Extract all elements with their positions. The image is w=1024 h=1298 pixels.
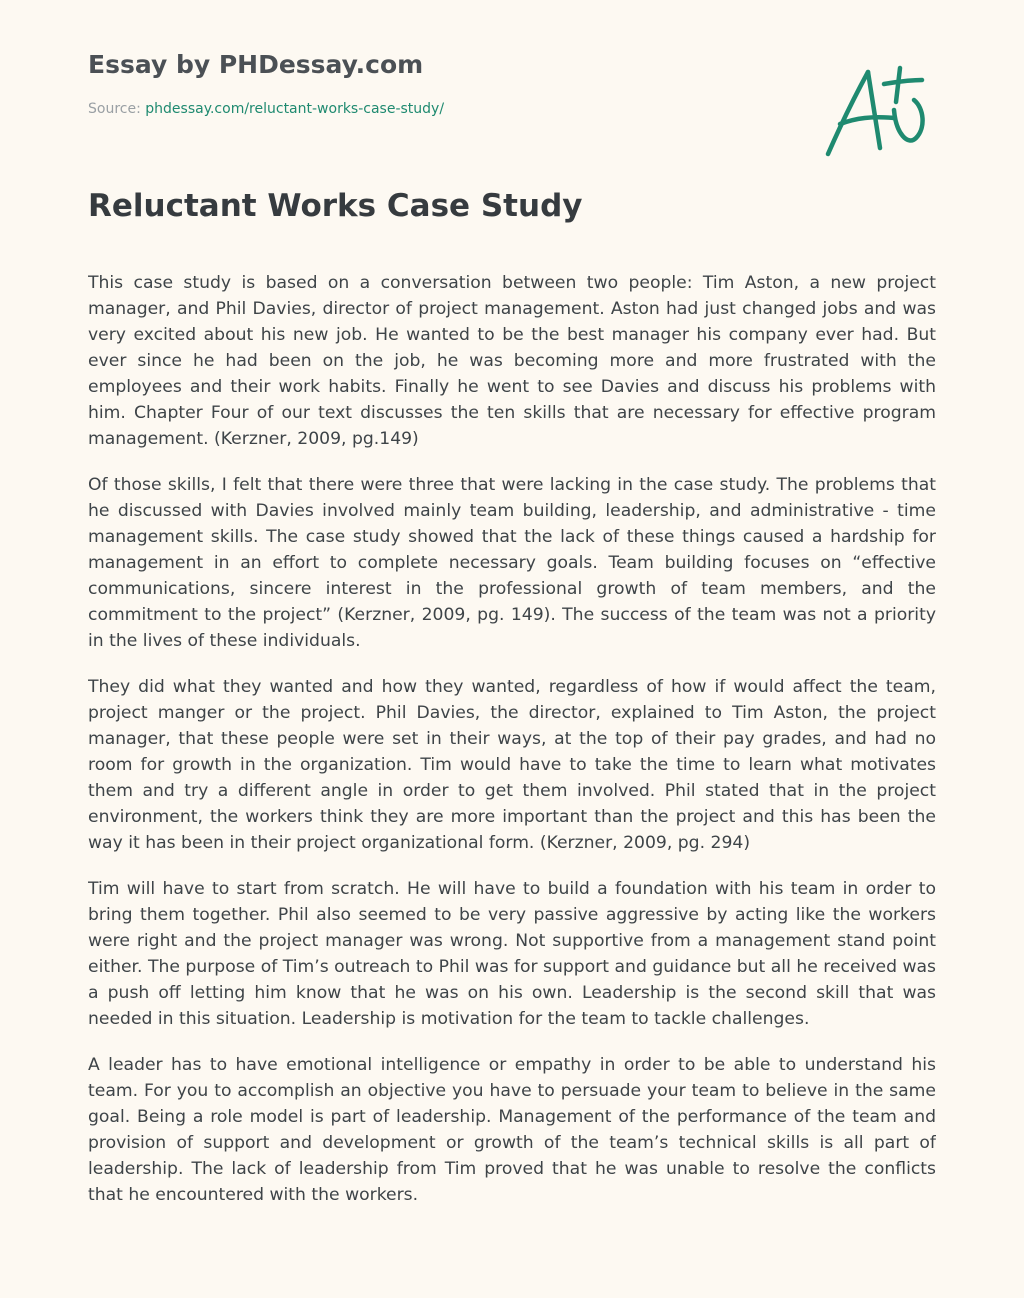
paragraph: A leader has to have emotional intelligence or empathy in order to be able to understand his team. For you to accomplish an objective you have to persuade your team to believe in the same goal. Being a role model is part of leadership. Management of the performance of the team and provision of support and development or growth of the team’s technical skills is all part of leadership. The lack of leadership from Tim proved that he was unable to resolve the conflicts that he encountered with the workers. [88,1055,936,1205]
essay-title: Reluctant Works Case Study [88,188,583,224]
source-line [88,101,444,117]
paragraph: This case study is based on a conversation between two people: Tim Aston, a new project manager, and Phil Davies, director of project management. Aston had just changed jobs and was very excited about his new job. He wanted to be the best manager his company ever had. But ever since he had been on the job, he was becoming more and more frustrated with the employees and their work habits. Finally he went to see Davies and discuss his problems with him. Chapter Four of our text discusses the ten skills that are necessary for effective program management. (Kerzner, 2009, pg.149) [88,273,936,449]
paragraph: Tim will have to start from scratch. He will have to build a foundation with his team in order to bring them together. Phil also seemed to be very passive aggressive by acting like the workers were right and the project manager was wrong. Not supportive from a management stand point either. The purpose of Tim’s outreach to Phil was for support and guidance but all he received was a push off letting him know that he was on his own. Leadership is the second skill that was needed in this situation. Leadership is motivation for the team to tackle challenges. [88,879,936,1029]
site-title: Essay by PHDessay.com [88,50,424,79]
paragraph: They did what they wanted and how they wanted, regardless of how if would affect the team, project manger or the project. Phil Davies, the director, explained to Tim Aston, the project manager, that these people were set in their ways, at the top of their pay grades, and had no room for growth in the organization. Tim would have to take the time to learn what motivates them and try a different angle in order to get them involved. Phil stated that in the project environment, the workers think they are more important than the project and this has been the way it has been in their project organizational form. (Kerzner, 2009, pg. 294) [88,677,936,853]
essay-body [88,270,936,1250]
a-plus-logo-icon [816,58,936,168]
paragraph: Of those skills, I felt that there were three that were lacking in the case study. The problems that he discussed with Davies involved mainly team building, leadership, and administrative - time management skills. The case study showed that the lack of these things caused a hardship for management in an effort to complete necessary goals. Team building focuses on “effective communications, sincere interest in the professional growth of team members, and the commitment to the project” (Kerzner, 2009, pg. 149). The success of the team was not a priority in the lives of these individuals. [88,475,936,651]
source-link[interactable]: phdessay.com/reluctant-works-case-study/ [145,101,445,117]
source-label: Source: [88,101,141,117]
